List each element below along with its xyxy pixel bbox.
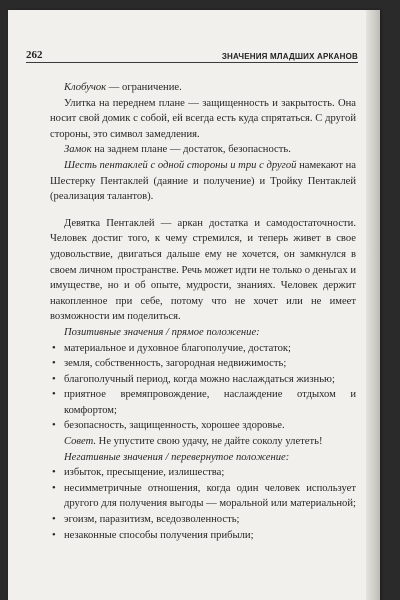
list-item: • эгоизм, паразитизм, вседозволенность; <box>50 512 356 528</box>
page-number: 262 <box>26 49 43 61</box>
term-pentacles: Шесть пентаклей с одной стороны и три с другой <box>64 159 297 171</box>
list-item: • избыток, пресыщение, излишества; <box>50 465 356 481</box>
advice-text: Не упустите свою удачу, не дайте соколу улететь! <box>96 436 323 448</box>
paragraph-castle: Замок на заднем плане — достаток, безопасность. <box>64 144 291 156</box>
advice-paragraph <box>50 434 356 450</box>
running-head: ЗНАЧЕНИЯ МЛАДШИХ АРКАНОВ <box>221 52 358 61</box>
list-item: • безопасность, защищенность, хорошее здоровье. <box>50 418 356 434</box>
paragraph-pentacles: Шесть пентаклей с одной стороны и три с другой намекают на Шестерку Пентаклей (даяние и получение) и Тройку Пентаклей (реализация талантов). <box>50 159 356 203</box>
book-page <box>8 10 380 600</box>
page-spine-shadow <box>366 10 380 600</box>
list-item: • земля, собственность, загородная недвижимость; <box>50 356 356 372</box>
page-header <box>26 46 358 63</box>
list-item: • благополучный период, когда можно наслаждаться жизнью; <box>50 372 356 388</box>
term-hood: Клобучок <box>64 82 107 93</box>
positive-heading: Позитивные значения / прямое положение: <box>64 326 260 338</box>
list-item: • приятное времяпровождение, наслаждение отдыхом и комфортом; <box>50 387 356 418</box>
list-item: • материальное и духовное благополучие, достаток; <box>50 341 356 357</box>
negative-list <box>50 465 356 543</box>
list-item: • несимметричные отношения, когда один человек использует другого для получения выгоды — моральной или материальной; <box>50 481 356 512</box>
advice-label: Совет. <box>64 436 97 448</box>
term-castle: Замок <box>64 144 92 156</box>
negative-heading: Негативные значения / перевернутое положение: <box>64 451 290 463</box>
positive-list <box>50 341 356 435</box>
summary-paragraph: Девятка Пентаклей — аркан достатка и самодостаточности. Человек достиг того, к чему стремился, и теперь живет в свое удовольствие, двигаться дальше ему не хочется, он замкнулся в своем личном пространстве. Речь может идти не только о деньгах и имуществе, но и об опыте, мудрости, знаниях. Человек держит накопленное при себе, потому что не хочет или не имеет возможности им поделиться. <box>50 217 356 323</box>
page-content <box>50 80 356 543</box>
paragraph-hood: Клобучок — ограничение. <box>64 82 182 93</box>
list-item: • незаконные способы получения прибыли; <box>50 528 356 544</box>
paragraph-snail: Улитка на переднем плане — защищенность и закрытость. Она носит свой домик с собой, ей всегда есть куда спрятаться. С другой стороны, это символ замедления. <box>50 97 356 140</box>
